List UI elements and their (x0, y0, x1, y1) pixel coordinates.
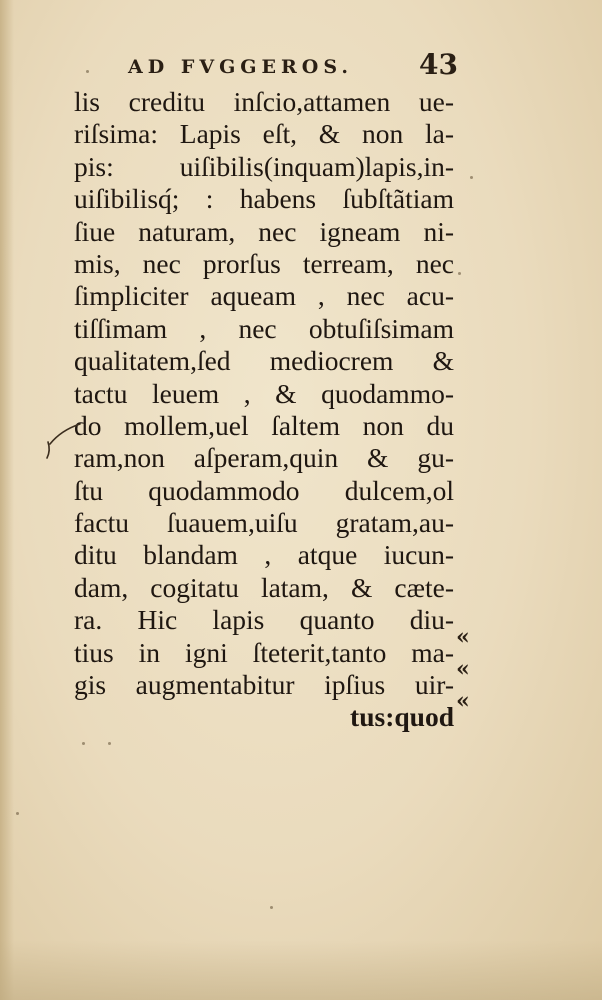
quotation-mark: « (456, 624, 470, 650)
text-line: do mollem,uel ſaltem non du (74, 409, 454, 441)
paper-speck (458, 272, 461, 275)
folio-number: 43 (419, 48, 458, 81)
paper-speck (470, 176, 473, 179)
paper-speck (16, 812, 19, 815)
paper-speck (82, 742, 85, 745)
page-edge-shadow (0, 0, 14, 1000)
text-line: ra. Hic lapis quanto diu- (74, 604, 454, 636)
text-line: ſtu quodammodo dulcem,ol (74, 474, 454, 506)
quotation-mark: « (456, 688, 470, 714)
text-line: factu ſuauem,uiſu gratam,au- (74, 507, 454, 539)
paper-speck (86, 70, 89, 73)
text-line: pis: uiſibilis(inquam)lapis,in- (74, 150, 454, 182)
text-line: tius in igni ſteterit,tanto ma- (74, 636, 454, 668)
paper-speck (108, 742, 111, 745)
text-line: ditu blandam , atque iucun- (74, 539, 454, 571)
catchword: tus:quod (350, 701, 454, 733)
text-line: gis augmentabitur ipſius uir- (74, 669, 454, 701)
text-line: tactu leuem , & quodammo- (74, 377, 454, 409)
text-line: uiſibilisq́; : habens ſubſtãtiam (74, 183, 454, 215)
text-line: dam, cogitatu latam, & cæte- (74, 571, 454, 603)
page-bottom-stain (0, 940, 602, 1000)
text-line: ſiue naturam, nec igneam ni- (74, 215, 454, 247)
text-line: ram,non aſperam,quin & gu- (74, 442, 454, 474)
text-block (74, 86, 454, 734)
text-line: tiſſimam , nec obtuſiſsimam (74, 312, 454, 344)
text-line: qualitatem,ſed mediocrem & (74, 345, 454, 377)
running-head: AD FVGGEROS. (128, 56, 353, 78)
text-line: riſsima: Lapis eſt, & non la- (74, 118, 454, 150)
quotation-mark: « (456, 656, 470, 682)
text-line: mis, nec prorſus terream, nec (74, 247, 454, 279)
text-line: lis creditu inſcio,attamen ue- (74, 86, 454, 117)
paper-speck (270, 906, 273, 909)
page-header (128, 50, 458, 84)
text-line: ſimpliciter aqueam , nec acu- (74, 280, 454, 312)
margin-ink-stroke (44, 420, 82, 460)
